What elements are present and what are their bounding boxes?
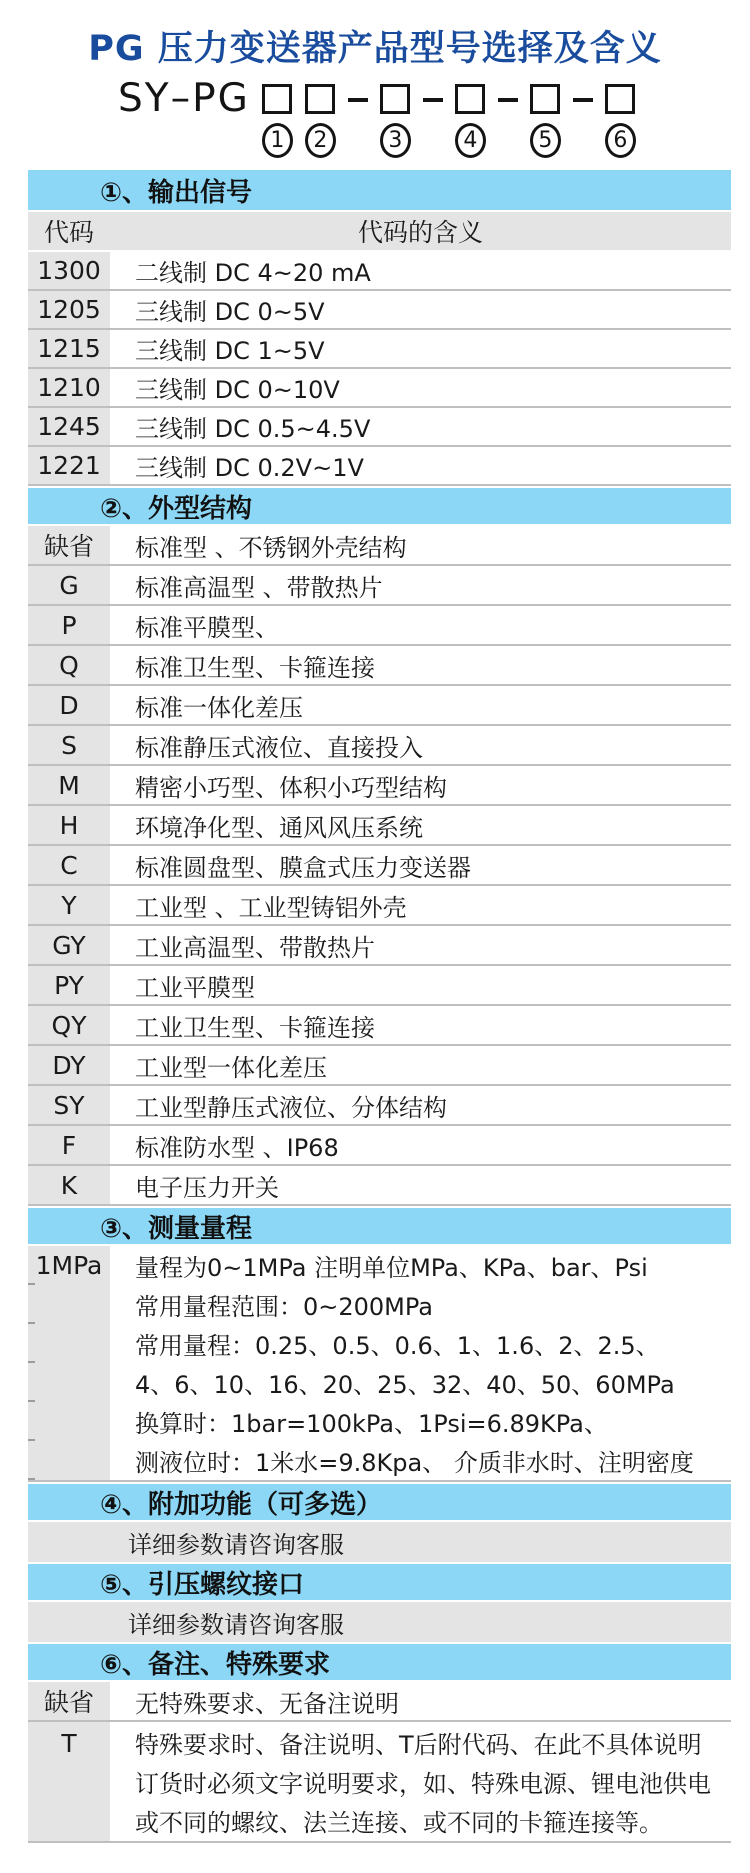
model-position-3 <box>380 84 411 158</box>
table-row <box>28 526 731 566</box>
meaning-cell: 工业型一体化差压 <box>110 1046 731 1084</box>
meaning-cell: 工业平膜型 <box>110 966 731 1004</box>
meaning-cell: 三线制 DC 1~5V <box>110 330 731 367</box>
position-circle: 3 <box>380 123 411 158</box>
meaning-cell: 标准静压式液位、直接投入 <box>110 726 731 764</box>
meaning-cell: 精密小巧型、体积小巧型结构 <box>110 766 731 804</box>
consult-service-note: 详细参数请咨询客服 <box>28 1522 731 1562</box>
dash-separator <box>348 98 368 102</box>
code-cell: 1205 <box>28 291 110 328</box>
meaning-cell: 环境净化型、通风风压系统 <box>110 806 731 844</box>
meaning-cell: 工业型静压式液位、分体结构 <box>110 1086 731 1124</box>
section-header-extra-functions: ④、附加功能（可多选） <box>28 1482 731 1522</box>
code-cell: F <box>28 1126 110 1164</box>
table-row <box>28 646 731 686</box>
meaning-line: 或不同的螺纹、法兰连接、或不同的卡箍连接等。 <box>135 1809 663 1837</box>
table-row <box>28 806 731 846</box>
model-position-4 <box>455 84 486 158</box>
selection-table <box>28 170 731 1843</box>
table-row <box>28 686 731 726</box>
range-line: 量程为0~1MPa 注明单位MPa、KPa、bar、Psi <box>135 1254 648 1282</box>
code-cell: PY <box>28 966 110 1004</box>
code-cell: 1300 <box>28 252 110 289</box>
code-cell: Y <box>28 886 110 924</box>
code-cell: Q <box>28 646 110 684</box>
table-row <box>28 408 731 447</box>
section-remarks <box>28 1682 731 1843</box>
code-cell: DY <box>28 1046 110 1084</box>
table-row <box>28 726 731 766</box>
meaning-cell: 无特殊要求、无备注说明 <box>110 1682 731 1720</box>
section-header-measuring-range: ③、测量量程 <box>28 1206 731 1246</box>
page-title: PG 压力变送器产品型号选择及含义 <box>88 29 662 69</box>
code-cell: C <box>28 846 110 884</box>
meaning-cell: 三线制 DC 0.2V~1V <box>110 447 731 484</box>
model-position-6 <box>605 84 636 158</box>
meaning-cell: 电子压力开关 <box>110 1166 731 1204</box>
table-row <box>28 447 731 486</box>
meaning-cell: 标准平膜型、 <box>110 606 731 644</box>
table-row <box>28 1126 731 1166</box>
table-row <box>28 369 731 408</box>
range-line: 测液位时：1米水=9.8Kpa、 介质非水时、注明密度 <box>135 1449 694 1477</box>
code-cell: SY <box>28 1086 110 1124</box>
position-circle: 4 <box>455 123 486 158</box>
table-row <box>28 291 731 330</box>
range-line: 4、6、10、16、20、25、32、40、50、60MPa <box>135 1371 675 1399</box>
position-circle: 1 <box>262 123 293 158</box>
table-row <box>28 846 731 886</box>
model-box <box>605 84 635 114</box>
code-cell: K <box>28 1166 110 1204</box>
code-cell: QY <box>28 1006 110 1044</box>
model-prefix: SY–PG <box>118 76 250 121</box>
table-row <box>28 966 731 1006</box>
table-row <box>28 330 731 369</box>
code-cell: 1215 <box>28 330 110 367</box>
code-cell: 缺省 <box>28 1682 110 1720</box>
meaning-cell: 标准圆盘型、膜盒式压力变送器 <box>110 846 731 884</box>
table-column-header <box>28 212 731 252</box>
table-row <box>28 1006 731 1046</box>
meaning-cell: 工业高温型、带散热片 <box>110 926 731 964</box>
dash-separator <box>498 98 518 102</box>
model-box <box>262 84 292 114</box>
code-cell: P <box>28 606 110 644</box>
section-header-structure: ②、外型结构 <box>28 486 731 526</box>
model-box <box>305 84 335 114</box>
table-row <box>28 252 731 291</box>
table-row <box>28 766 731 806</box>
column-header-code: 代码 <box>43 218 94 247</box>
code-cell: G <box>28 566 110 604</box>
section-structure <box>28 526 731 1206</box>
range-line: 常用量程范围：0~200MPa <box>135 1293 433 1321</box>
table-row <box>28 1682 731 1722</box>
table-row <box>28 1046 731 1086</box>
range-line: 常用量程：0.25、0.5、0.6、1、1.6、2、2.5、 <box>135 1332 660 1360</box>
meaning-cell <box>110 1722 731 1841</box>
position-circle: 5 <box>530 123 561 158</box>
code-cell: H <box>28 806 110 844</box>
section-header-output-signal: ①、输出信号 <box>28 170 731 212</box>
range-description <box>110 1246 731 1480</box>
model-position-5 <box>530 84 561 158</box>
range-line: 换算时：1bar=100kPa、1Psi=6.89KPa、 <box>135 1410 608 1438</box>
section-measuring-range <box>28 1246 731 1482</box>
meaning-cell: 工业型 、工业型铸铝外壳 <box>110 886 731 924</box>
code-cell: 缺省 <box>28 526 110 564</box>
model-code-line <box>118 76 750 158</box>
table-row <box>28 1166 731 1206</box>
column-header-meaning: 代码的含义 <box>357 218 483 247</box>
meaning-cell: 标准高温型 、带散热片 <box>110 566 731 604</box>
model-box <box>455 84 485 114</box>
code-cell: D <box>28 686 110 724</box>
meaning-line: 特殊要求时、备注说明、T后附代码、在此不具体说明 <box>135 1731 702 1759</box>
code-cell: M <box>28 766 110 804</box>
page-header <box>0 0 750 158</box>
table-row <box>28 1086 731 1126</box>
section-header-remarks: ⑥、备注、特殊要求 <box>28 1642 731 1682</box>
section-output-signal <box>28 252 731 486</box>
dash-separator <box>573 98 593 102</box>
section-header-thread-interface: ⑤、引压螺纹接口 <box>28 1562 731 1602</box>
meaning-cell: 标准卫生型、卡箍连接 <box>110 646 731 684</box>
code-cell: 1210 <box>28 369 110 406</box>
code-cell: 1245 <box>28 408 110 445</box>
dash-separator <box>423 98 443 102</box>
code-cell: 1221 <box>28 447 110 484</box>
meaning-cell: 三线制 DC 0~5V <box>110 291 731 328</box>
code-cell: S <box>28 726 110 764</box>
model-box <box>530 84 560 114</box>
consult-service-note: 详细参数请咨询客服 <box>28 1602 731 1642</box>
meaning-cell: 三线制 DC 0.5~4.5V <box>110 408 731 445</box>
meaning-cell: 三线制 DC 0~10V <box>110 369 731 406</box>
position-circle: 6 <box>605 123 636 158</box>
meaning-cell: 二线制 DC 4~20 mA <box>110 252 731 289</box>
table-row <box>28 566 731 606</box>
model-box <box>380 84 410 114</box>
position-circle: 2 <box>305 123 336 158</box>
table-row <box>28 606 731 646</box>
code-cell: T <box>28 1722 110 1841</box>
model-position-1 <box>262 84 293 158</box>
meaning-cell: 标准一体化差压 <box>110 686 731 724</box>
table-row <box>28 926 731 966</box>
table-row <box>28 886 731 926</box>
table-row <box>28 1722 731 1843</box>
meaning-cell: 标准型 、不锈钢外壳结构 <box>110 526 731 564</box>
meaning-cell: 标准防水型 、IP68 <box>110 1126 731 1164</box>
meaning-cell: 工业卫生型、卡箍连接 <box>110 1006 731 1044</box>
meaning-line: 订货时必须文字说明要求，如、特殊电源、锂电池供电 <box>135 1770 711 1798</box>
code-cell: 1MPa <box>28 1246 110 1480</box>
model-position-2 <box>305 84 336 158</box>
code-cell: GY <box>28 926 110 964</box>
